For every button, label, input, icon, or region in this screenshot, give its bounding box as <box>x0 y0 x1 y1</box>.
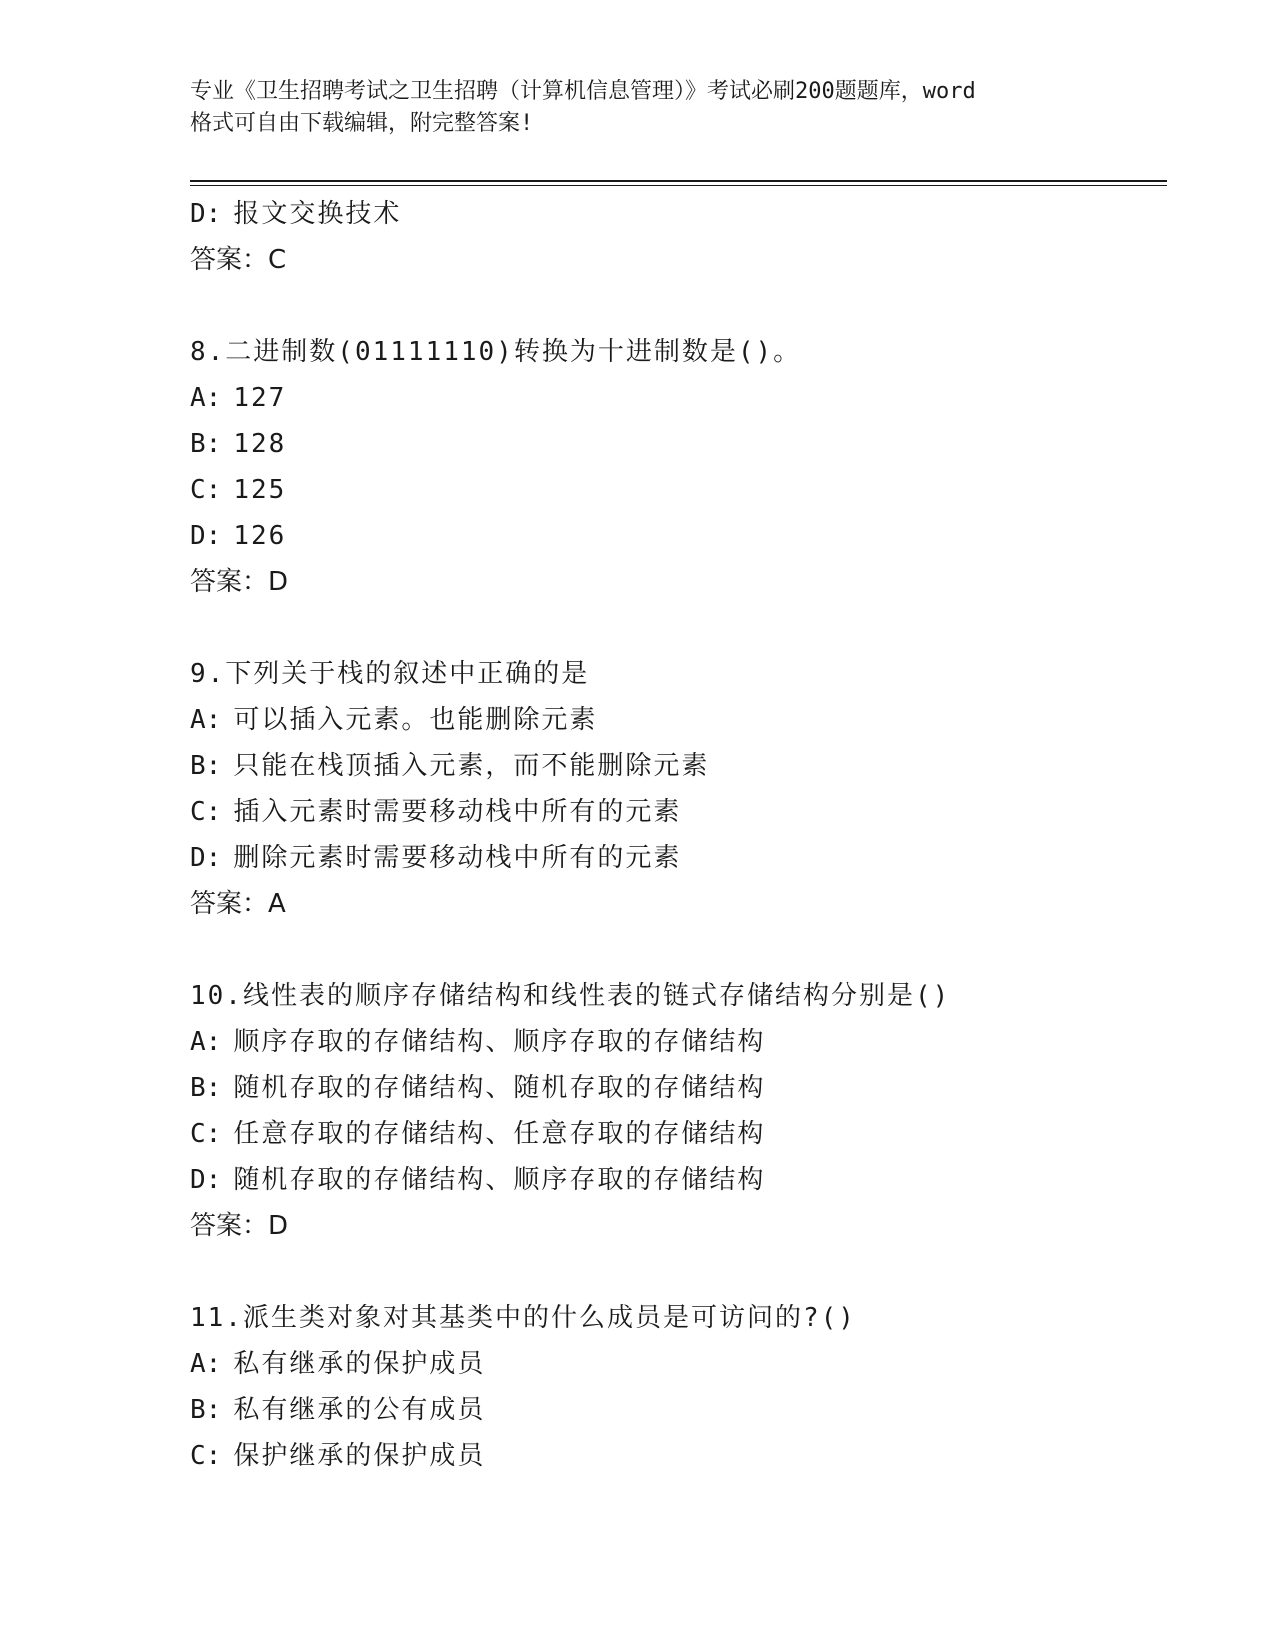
option-b <box>190 1065 1170 1111</box>
option-label: D: <box>190 521 222 551</box>
option-d <box>190 191 1170 237</box>
option-b <box>190 743 1170 789</box>
option-c <box>190 467 1170 513</box>
answer-line: 答案：C <box>190 245 287 275</box>
option-label: D: <box>190 843 222 873</box>
answer-line: 答案：D <box>190 1211 289 1241</box>
option-a <box>190 697 1170 743</box>
header-divider-thin <box>190 185 1167 186</box>
spacer <box>190 1249 1170 1295</box>
option-label: B: <box>190 751 222 781</box>
option-c <box>190 1433 1170 1479</box>
option-d <box>190 1157 1170 1203</box>
option-text: 可以插入元素。也能删除元素 <box>233 705 598 735</box>
option-d <box>190 835 1170 881</box>
option-label: B: <box>190 429 222 459</box>
question-11: 11.派生类对象对其基类中的什么成员是可访问的?() <box>190 1303 856 1333</box>
option-text: 删除元素时需要移动栈中所有的元素 <box>233 843 682 873</box>
option-d <box>190 513 1170 559</box>
option-a <box>190 375 1170 421</box>
option-a <box>190 1019 1170 1065</box>
answer-line: 答案：A <box>190 889 286 919</box>
question-content <box>190 191 1170 1479</box>
document-header <box>190 76 1090 140</box>
option-label: A: <box>190 1027 222 1057</box>
header-line-1: 专业《卫生招聘考试之卫生招聘（计算机信息管理）》考试必刷200题题库，word <box>190 79 976 104</box>
spacer <box>190 927 1170 973</box>
option-text: 125 <box>233 475 287 505</box>
option-text: 随机存取的存储结构、顺序存取的存储结构 <box>233 1165 766 1195</box>
option-c <box>190 789 1170 835</box>
spacer <box>190 605 1170 651</box>
option-label: C: <box>190 797 222 827</box>
option-label: D: <box>190 1165 222 1195</box>
option-a <box>190 1341 1170 1387</box>
question-10: 10.线性表的顺序存储结构和线性表的链式存储结构分别是() <box>190 981 951 1011</box>
option-label: B: <box>190 1073 222 1103</box>
option-text: 顺序存取的存储结构、顺序存取的存储结构 <box>233 1027 766 1057</box>
header-line-2: 格式可自由下载编辑，附完整答案! <box>190 111 534 136</box>
spacer <box>190 283 1170 329</box>
option-text: 保护继承的保护成员 <box>233 1441 486 1471</box>
option-c <box>190 1111 1170 1157</box>
option-text: 随机存取的存储结构、随机存取的存储结构 <box>233 1073 766 1103</box>
option-text: 报文交换技术 <box>233 199 402 229</box>
option-text: 128 <box>233 429 287 459</box>
question-8: 8.二进制数(01111110)转换为十进制数是()。 <box>190 337 802 367</box>
question-9: 9.下列关于栈的叙述中正确的是 <box>190 659 590 689</box>
option-label: C: <box>190 475 222 505</box>
option-text: 私有继承的保护成员 <box>233 1349 486 1379</box>
option-label: C: <box>190 1441 222 1471</box>
option-label: A: <box>190 1349 222 1379</box>
option-label: D: <box>190 199 222 229</box>
answer-line: 答案：D <box>190 567 289 597</box>
option-b <box>190 1387 1170 1433</box>
header-divider-thick <box>190 180 1167 182</box>
option-text: 127 <box>233 383 287 413</box>
option-label: A: <box>190 705 222 735</box>
option-label: C: <box>190 1119 222 1149</box>
option-text: 私有继承的公有成员 <box>233 1395 486 1425</box>
option-text: 任意存取的存储结构、任意存取的存储结构 <box>233 1119 766 1149</box>
option-text: 只能在栈顶插入元素，而不能删除元素 <box>233 751 710 781</box>
option-label: A: <box>190 383 222 413</box>
option-text: 插入元素时需要移动栈中所有的元素 <box>233 797 682 827</box>
option-b <box>190 421 1170 467</box>
option-label: B: <box>190 1395 222 1425</box>
option-text: 126 <box>233 521 287 551</box>
